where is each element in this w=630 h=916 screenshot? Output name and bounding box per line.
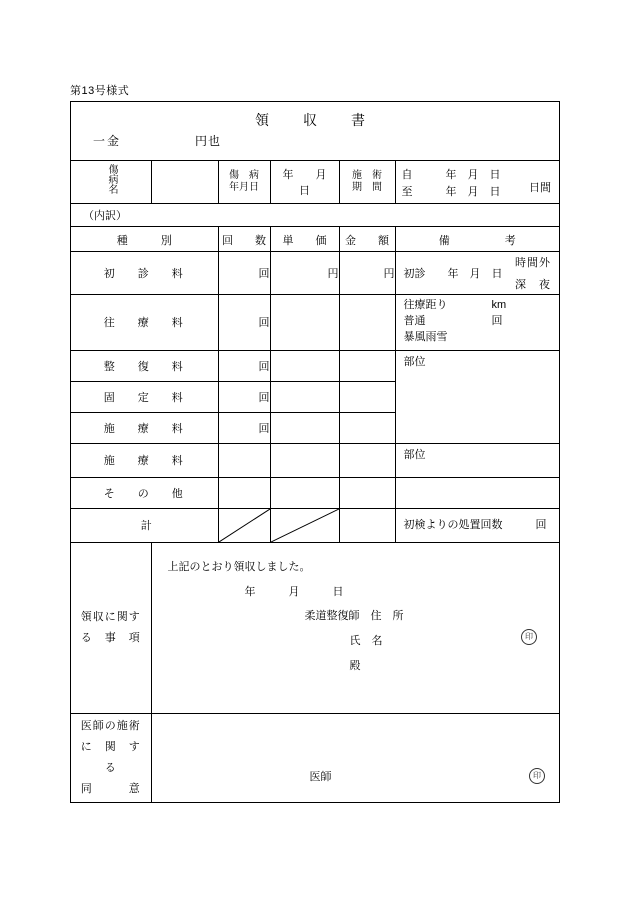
row-count-koteiryo[interactable]: 回 [218, 381, 270, 412]
receipt-table [71, 102, 559, 802]
receipt-name-label: 氏 名 [349, 635, 383, 648]
row-kind-sonota: そ の 他 [71, 477, 218, 508]
remark-bui-1: 部位 [403, 355, 426, 368]
doctor-label: 医師 [309, 770, 332, 783]
receipt-dono: 殿 [349, 659, 361, 672]
receipt-form-sheet [70, 101, 560, 803]
breakdown-label: （内訳） [83, 210, 127, 222]
strikethrough-diagonal-icon [271, 509, 339, 542]
row-remark-sonota[interactable] [395, 477, 559, 508]
row-kind-oryoryo: 往 療 料 [71, 295, 218, 351]
treatment-period-value[interactable] [395, 161, 559, 204]
receipt-section-body[interactable] [151, 542, 559, 713]
remark-text: 初診 年 月 日 [403, 268, 503, 280]
remark-jikangai: 時間外 [515, 257, 552, 269]
receipt-practitioner-address: 柔道整復師 住 所 [304, 610, 404, 623]
period-from: 自 年 月 日 [401, 169, 501, 181]
row-amount-koteiryo[interactable] [339, 381, 395, 412]
form-number: 第13号様式 [70, 85, 130, 97]
row-amount-seryoryo-1[interactable] [339, 412, 395, 443]
strikethrough-diagonal-icon [219, 509, 270, 542]
table-row [71, 477, 559, 508]
doctor-section-body[interactable] [151, 713, 559, 802]
row-remark-total [395, 508, 559, 542]
receipt-statement: 上記のとおり領収しました。 [167, 560, 311, 573]
header-remark: 備 考 [395, 227, 559, 252]
title-cell [71, 102, 559, 161]
header-unit: 単 価 [270, 227, 339, 252]
breakdown-row [71, 204, 559, 227]
remark-storm: 暴風雨雪 [403, 330, 448, 343]
row-amount-seryoryo-2[interactable] [339, 443, 395, 477]
treatment-period-label: 施 術 期 間 [339, 161, 395, 204]
row-count-sonota[interactable] [218, 477, 270, 508]
header-kind: 種 別 [71, 227, 218, 252]
row-kind-seryoryo-1: 施 療 料 [71, 412, 218, 443]
header-amount: 金 額 [339, 227, 395, 252]
doctor-seal-wrap [529, 768, 545, 784]
amount-line [71, 130, 559, 160]
receipt-date: 年 月 日 [244, 585, 344, 598]
remark-total-count: 初検よりの処置回数 回 [403, 518, 547, 531]
remark-bui-2: 部位 [403, 448, 426, 461]
injury-name-label [71, 161, 151, 204]
injury-name-input[interactable] [151, 161, 218, 204]
seal-icon: 印 [529, 768, 545, 784]
period-to: 至 年 月 日 [401, 185, 501, 198]
amount-prefix: 一金 [93, 134, 122, 148]
row-remark-oryoryo[interactable] [395, 295, 559, 351]
row-unit-seifukuryo[interactable] [270, 350, 339, 381]
table-row [71, 350, 559, 381]
period-days: 日間 [529, 182, 552, 194]
row-kind-koteiryo: 固 定 料 [71, 381, 218, 412]
row-count-oryoryo[interactable]: 回 [218, 295, 270, 351]
remark-distance: 往療距り km [403, 299, 507, 311]
table-row [71, 443, 559, 477]
row-count-seifukuryo[interactable]: 回 [218, 350, 270, 381]
row-unit-sonota[interactable] [270, 477, 339, 508]
row-unit-shoshinryo[interactable]: 円 [270, 252, 339, 295]
row-amount-sonota[interactable] [339, 477, 395, 508]
table-header-row [71, 227, 559, 252]
row-remark-seryoryo-2[interactable] [395, 443, 559, 477]
amount-suffix: 円也 [195, 134, 222, 148]
injury-name-label-text: 傷病名 [106, 164, 117, 194]
receipt-section-label: 領収に関す る 事 項 [71, 542, 151, 713]
row-count-seryoryo-1[interactable]: 回 [218, 412, 270, 443]
row-kind-total: 計 [71, 508, 218, 542]
remark-normal: 普通 回 [403, 314, 503, 327]
seal-icon: 印 [521, 629, 537, 645]
receipt-section-row [71, 542, 559, 713]
row-unit-seryoryo-1[interactable] [270, 412, 339, 443]
header-count: 回 数 [218, 227, 270, 252]
row-amount-seifukuryo[interactable] [339, 350, 395, 381]
row-unit-oryoryo[interactable] [270, 295, 339, 351]
row-remark-shoshinryo[interactable] [395, 252, 559, 295]
injury-date-label: 傷 病 年月日 [218, 161, 270, 204]
doctor-section-row [71, 713, 559, 802]
title-row [71, 102, 559, 161]
remark-shinya: 深 夜 [515, 279, 552, 291]
page-title: 領 収 書 [255, 112, 375, 128]
injury-row [71, 161, 559, 204]
doctor-section-label: 医師の施術 に 関 す る 同 意 [71, 713, 151, 802]
row-count-seryoryo-2[interactable] [218, 443, 270, 477]
injury-date-value[interactable]: 年 月 日 [270, 161, 339, 204]
row-amount-shoshinryo[interactable]: 円 [339, 252, 395, 295]
row-unit-total [270, 508, 339, 542]
row-unit-seryoryo-2[interactable] [270, 443, 339, 477]
table-row [71, 295, 559, 351]
row-amount-oryoryo[interactable] [339, 295, 395, 351]
row-remark-seifuku-group[interactable] [395, 350, 559, 443]
row-amount-total[interactable] [339, 508, 395, 542]
row-kind-seryoryo-2: 施 療 料 [71, 443, 218, 477]
row-count-total [218, 508, 270, 542]
row-kind-shoshinryo: 初 診 料 [71, 252, 218, 295]
table-row [71, 252, 559, 295]
row-kind-seifukuryo: 整 復 料 [71, 350, 218, 381]
table-row [71, 508, 559, 542]
breakdown-cell [71, 204, 559, 227]
receipt-name-line [160, 629, 552, 654]
row-unit-koteiryo[interactable] [270, 381, 339, 412]
row-count-shoshinryo[interactable]: 回 [218, 252, 270, 295]
